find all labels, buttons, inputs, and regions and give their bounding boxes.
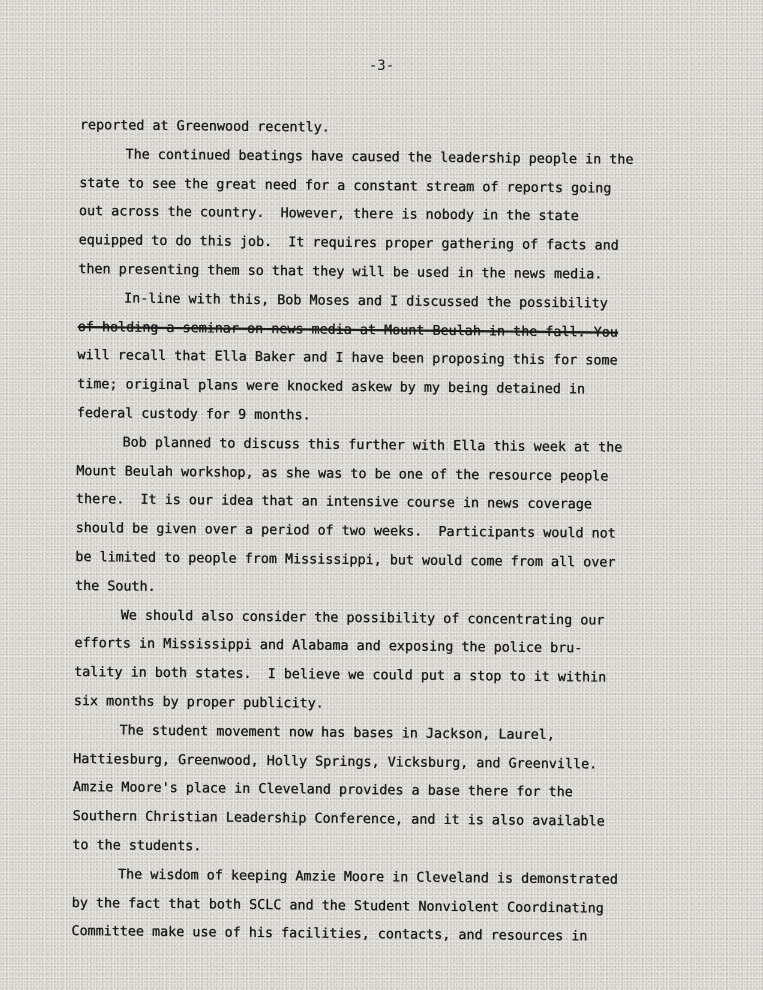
text-line: Southern Christian Leadership Conference, and it is also available (72, 809, 605, 830)
text-line: will recall that Ella Baker and I have been proposing this for some (77, 348, 618, 370)
text-line: then presenting them so that they will be used in the news media. (78, 261, 603, 283)
text-line: time; original plans were knocked askew by my being detained in (77, 377, 586, 398)
text-line: should be given over a period of two weeks. Participants would not (75, 521, 616, 542)
paragraph-7 (71, 861, 712, 954)
text-line: efforts in Mississippi and Alabama and exposing the police bru- (74, 636, 583, 657)
paragraph-4 (75, 429, 717, 608)
paragraph-5 (74, 602, 715, 724)
text-line: out across the country. However, there is nobody in the state (78, 204, 579, 225)
text-line: The continued beatings have caused the leadership people in the (125, 147, 634, 168)
text-line: Committee make use of his facilities, contacts, and resources in (71, 924, 588, 945)
text-line: be limited to people from Mississippi, but would come from all over (75, 549, 616, 571)
paragraph-6 (72, 717, 713, 868)
text-line: tality in both states. I believe we could put a stop to it within (74, 665, 607, 686)
text-line: In-line with this, Bob Moses and I discussed the possibility (123, 291, 608, 312)
text-line: reported at Greenwood recently. (79, 117, 330, 136)
text-line: the South. (74, 578, 156, 595)
page-number: -3- (368, 58, 395, 74)
text-line: by the fact that both SCLC and the Student Nonviolent Coordinating (71, 895, 604, 917)
text-line: federal custody for 9 months. (76, 405, 311, 424)
struck-through-line: of holding a seminar on news media at Mount Beulah in the fall. You (77, 319, 618, 341)
text-line: The wisdom of keeping Amzie Moore in Cleveland is demonstrated (117, 867, 618, 888)
paragraph-2 (78, 141, 719, 292)
text-line: We should also consider the possibility of concentrating our (120, 608, 605, 629)
document-body (71, 112, 720, 954)
text-line: Bob planned to discuss this further with Ella this week at the (122, 435, 623, 456)
text-line: Hattiesburg, Greenwood, Holly Springs, Vicksburg, and Greenville. (73, 751, 598, 772)
text-line: Mount Beulah workshop, as she was to be one of the resource people (76, 463, 609, 485)
paragraph-3 (77, 285, 718, 436)
text-line: state to see the great need for a constant stream of reports going (79, 175, 612, 197)
text-line: to the students. (72, 837, 202, 855)
text-line: The student movement now has bases in Jackson, Laurel, (119, 723, 555, 743)
text-line: there. It is our idea that an intensive course in news coverage (75, 492, 592, 513)
text-line: equipped to do this job. It requires proper gathering of facts and (78, 233, 619, 254)
text-line: six months by proper publicity. (73, 693, 324, 712)
text-line: Amzie Moore's place in Cleveland provides a base there for the (72, 780, 573, 801)
